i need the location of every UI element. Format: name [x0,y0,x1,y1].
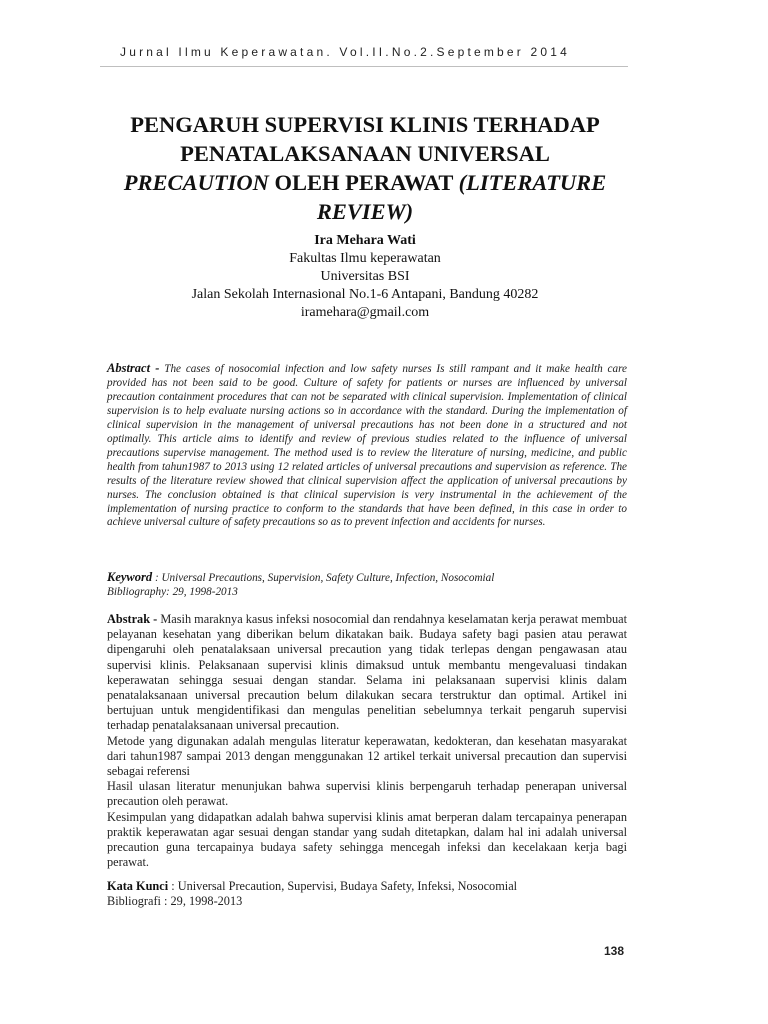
title-line-1: PENGARUH SUPERVISI KLINIS TERHADAP [130,112,600,137]
author-name: Ira Mehara Wati [314,233,416,248]
abstract-indonesian [107,612,627,870]
keyword-label: Keyword [107,570,153,584]
kata-kunci-text: : Universal Precaution, Supervisi, Budaya Safety, Infeksi, Nosocomial [168,879,518,893]
title-oleh-perawat: OLEH PERAWAT [268,170,459,195]
abstract-english [107,362,627,530]
title-precaution: PRECAUTION [123,170,269,195]
author-faculty: Fakultas Ilmu keperawatan [289,251,441,266]
bibliography-english: Bibliography: 29, 1998-2013 [107,586,238,598]
title-line-2: PENATALAKSANAAN UNIVERSAL [180,141,550,166]
keyword-line [107,570,627,585]
abstrak-paragraph-1 [107,612,627,734]
keyword-text: : Universal Precautions, Supervision, Safety Culture, Infection, Nosocomial [152,572,495,584]
author-address: Jalan Sekolah Internasional No.1-6 Antapani, Bandung 40282 [191,287,539,302]
keywords-english [107,570,627,599]
abstrak-text-1: Masih maraknya kasus infeksi nosocomial dan rendahnya keselamatan kerja perawat membuat pelayanan kesehatan yang diberikan belum dikatakan baik. Budaya safety bagi pasien atau perawat dipengaruhi oleh penatalaksaan universal precaution yang tidak terlepas dengan pengawasan atau supervisi klinis. Pelaksanaan supervisi klinis dimaksud untuk membantu mengevaluasi tindakan keperawatan sehingga sesuai dengan standar. Selama ini pelaksanaan supervisi klinis dalam penatalaksanaan universal precaution belum dilakukan secara terstruktur dan optimal. Artikel ini bertujuan untuk mengidentifikasi dan mengulas penelitian sebelumnya terkait pengaruh supervisi terhadap penatalaksanaan universal precaution. [107,612,628,733]
kata-kunci-label: Kata Kunci [107,879,169,893]
abstract-text: The cases of nosocomial infection and low safety nurses Is still rampant and it make health care provided has not been said to be good. Culture of safety for patients or nurses are influenced by universal precaution containment procedures that can not be separated with clinical supervision. Implementation of clinical supervision is to help evaluate nursing actions so in accordance with the standard. During the implementation of clinical supervision in the management of universal precautions has not been done in a structured and not optimally. This article aims to identify and review of previous studies related to the influence of universal precautions supervise management. The method used is to review the literature of nursing, medicine, and public health from tahun1987 to 2013 using 12 related articles of universal precautions and supervision as reference. The results of the literature review showed that clinical supervision affect the application of universal precautions by nurses. The conclusion obtained is that clinical supervision is very instrumental in the achievement of the implementation of nursing practice to conform to the standards that have been defined, in this case in order to achieve universal culture of safety precautions so as to prevent infection and accidents for nurses. [107,363,627,529]
header-divider [100,66,628,67]
title-line-3 [100,168,630,197]
author-email[interactable]: iramehara@gmail.com [300,305,430,320]
keywords-indonesian [107,879,627,909]
abstrak-paragraph-2: Metode yang digunakan adalah mengulas literatur keperawatan, kedokteran, dan kesehatan masyarakat dari tahun1987 sampai 2013 dengan menggunakan 12 artikel terkait universal precaution dan supervisi sebagai referensi [107,733,627,779]
title-line-4: REVIEW) [316,199,414,224]
abstrak-paragraph-4: Kesimpulan yang didapatkan adalah bahwa supervisi klinis amat berperan dalam tercapainya penerapan praktik keperawatan agar sesuai dengan standar yang sudah ditetapkan, dalam hal ini adalah universal precaution guna tercapainya budaya safety sehingga mencegah infeksi dan kecelakaan kerja bagi perawat. [107,809,627,870]
kata-kunci-line [107,879,627,894]
abstrak-label: Abstrak - [107,612,158,626]
page-number: 138 [604,944,625,958]
author-info [100,232,630,322]
abstrak-paragraph-3: Hasil ulasan literatur menunjukan bahwa supervisi klinis berpengaruh terhadap penerapan universal precaution oleh perawat. [107,779,627,809]
running-header: Jurnal Ilmu Keperawatan. Vol.II.No.2.September 2014 [120,45,571,59]
author-university: Universitas BSI [320,269,410,284]
title-literature: (LITERATURE [458,170,607,195]
bibliografi-line: Bibliografi : 29, 1998-2013 [107,894,243,909]
abstract-label: Abstract - [107,361,160,375]
paper-title [100,110,630,226]
